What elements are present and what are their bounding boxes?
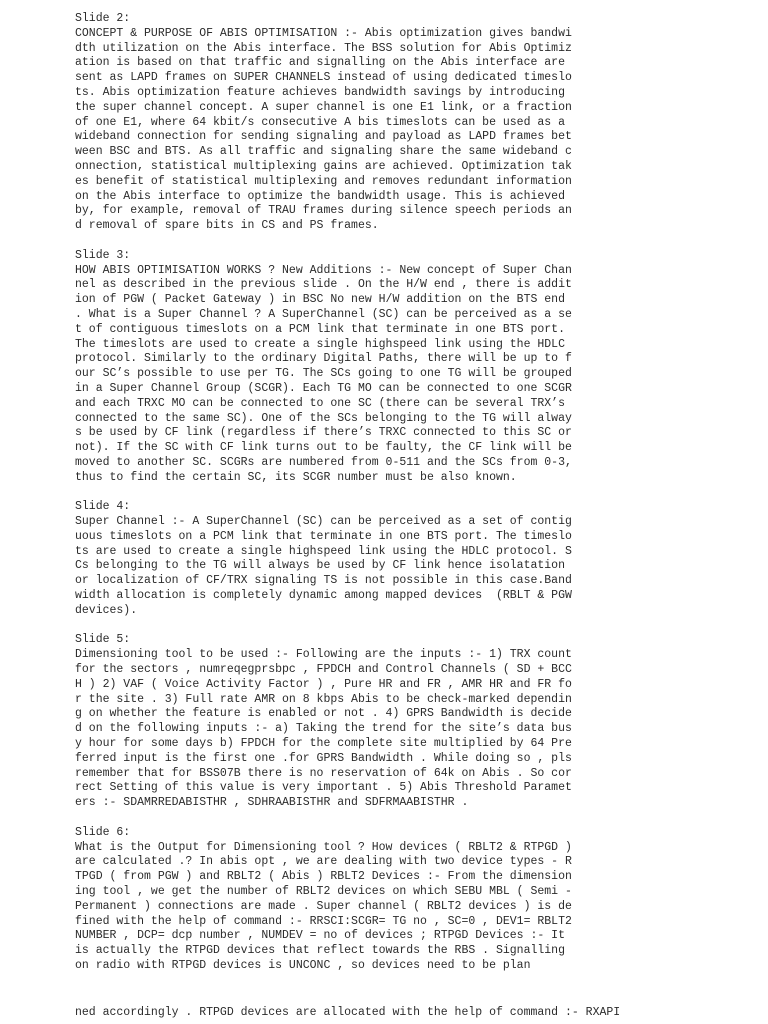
slide-title: Slide 5: (75, 633, 131, 647)
slide-2 (75, 12, 675, 234)
slide-title: Slide 4: (75, 500, 131, 514)
slide-title: Slide 3: (75, 248, 131, 262)
slide-4 (75, 500, 675, 618)
slide-title: Slide 2: (75, 12, 131, 25)
slide-body: Dimensioning tool to be used :- Following are the inputs :- 1) TRX count for the sectors , numreqegprsbpc , FPDCH and Control Channels ( SD + BCCH ) 2) VAF ( Voice Activity Factor ) , Pure HR and FR , AMR HR and FR for the site . 3) Full rate AMR on 8 kbps Abis to be check-marked depending on whether the feature is enabled or not . 4) GPRS Bandwidth is decided on the following inputs :- a) Taking the trend for the site’s data busy hour for some days b) FPDCH for the complete site multiplied by 64 Preferred input is the first one .for GPRS Bandwidth . While doing so , pls remember that for BSS07B there is no reservation of 64k on Abis . So correct Setting of this value is very important . 5) Abis Threshold Parameters :- SDAMRREDABISTHR , SDHRAABISTHR and SDFRMAABISTHR . (75, 648, 579, 810)
slide-body: What is the Output for Dimensioning tool ? How devices ( RBLT2 & RTPGD )are calculated .? In abis opt , we are dealing with two device types - RTPGD ( from PGW ) and RBLT2 ( Abis ) RBLT2 Devices :- From the dimensioning tool , we get the number of RBLT2 devices on which SEBU MBL ( Semi - Permanent ) connections are made . Super channel ( RBLT2 devices ) is defined with the help of command :- RRSCI:SCGR= TG no , SC=0 , DEV1= RBLT2 NUMBER , DCP= dcp number , NUMDEV = no of devices ; RTPGD Devices :- It is actually the RTPGD devices that reflect towards the RBS . Signalling on radio with RTPGD devices is UNCONC , so devices need to be plan (75, 840, 579, 972)
slide-body: Super Channel :- A SuperChannel (SC) can be perceived as a set of contiguous timeslots on a PCM link that terminate in one BTS port. The timeslots are used to create a single highspeed link using the HDLC protocol. SCs belonging to the TG will always be used by CF link hence isolatation or localization of CF/TRX signaling TS is not possible in this case.Bandwidth allocation is completely dynamic among mapped devices (RBLT & PGW devices). (75, 515, 579, 617)
slide-body: CONCEPT & PURPOSE OF ABIS OPTIMISATION :- Abis optimization gives bandwidth utilization on the Abis interface. The BSS solution for Abis Optimization is based on that traffic and signalling on the Abis interface are sent as LAPD frames on SUPER CHANNELS instead of using dedicated timeslots. Abis optimization feature achieves bandwidth savings by introducing the super channel concept. A super channel is one E1 link, or a fraction of one E1, where 64 kbit/s consecutive A bis timeslots can be used as a wideband connection for sending signaling and payload as LAPD frames between BSC and BTS. As all traffic and signaling share the same wideband connection, statistical multiplexing gains are achieved. Optimization takes benefit of statistical multiplexing and removes redundant information on the Abis interface to optimize the bandwidth usage. This is achieved by, for example, removal of TRAU frames during silence speech periods and removal of spare bits in CS and PS frames. (75, 26, 579, 233)
document-text (75, 12, 675, 989)
continued-text-line: ned accordingly . RTPGD devices are allocated with the help of command :- RXAPI (75, 1006, 621, 1019)
slide-6 (75, 826, 675, 974)
slide-5 (75, 633, 675, 811)
slide-body: HOW ABIS OPTIMISATION WORKS ? New Additions :- New concept of Super Channel as described in the previous slide . On the H/W end , there is addition of PGW ( Packet Gateway ) in BSC No new H/W addition on the BTS end . What is a Super Channel ? A SuperChannel (SC) can be perceived as a set of contiguous timeslots on a PCM link that terminate in one BTS port. The timeslots are used to create a single highspeed link using the HDLC protocol. Similarly to the ordinary Digital Paths, there will be up to four SC’s possible to use per TG. The SCs going to one TG will be grouped in a Super Channel Group (SCGR). Each TG MO can be connected to one SCGR and each TRXC MO can be connected to one SC (there can be several TRX’s connected to the same SC). One of the SCs belonging to the TG will always be used by CF link (regardless if there’s TRXC connected to this SC or not). If the SC with CF link turns out to be faulty, the CF link will be moved to another SC. SCGRs are numbered from 0-511 and the SCs from 0-3, thus to find the certain SC, its SCGR number must be also known. (75, 263, 579, 484)
slide-title: Slide 6: (75, 825, 131, 839)
slide-3 (75, 249, 675, 486)
